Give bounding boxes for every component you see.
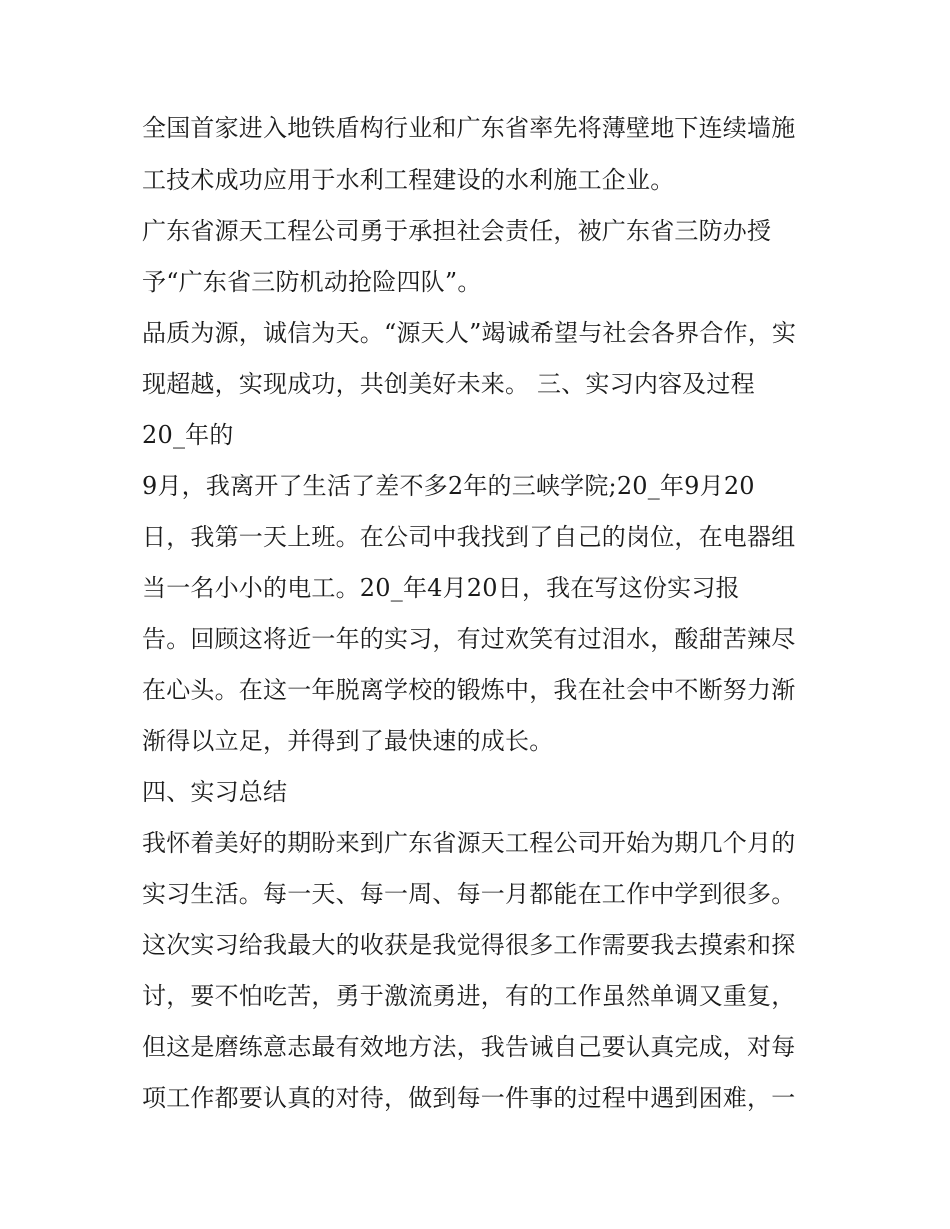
text-line: 当一名小小的电工。20_年4月20日，我在写这份实习报 xyxy=(142,574,740,602)
text-line: 项工作都要认真的对待，做到每一件事的过程中遇到困难，一 xyxy=(142,1084,796,1112)
text-line: 现超越，实现成功，共创美好未来。 三、实习内容及过程 xyxy=(142,370,755,398)
text-line: 日，我第一天上班。在公司中我找到了自己的岗位，在电器组 xyxy=(142,523,796,551)
text-line: 予“广东省三防机动抢险四队”。 xyxy=(142,268,482,296)
section-heading: 四、实习总结 xyxy=(142,778,288,806)
text-line: 品质为源，诚信为天。“源天人”竭诚希望与社会各界合作，实 xyxy=(142,319,797,347)
text-line: 全国首家进入地铁盾构行业和广东省率先将薄壁地下连续墙施 xyxy=(142,114,796,142)
text-line: 20_年的 xyxy=(142,421,234,449)
text-line: 但这是磨练意志最有效地方法，我告诫自己要认真完成，对每 xyxy=(142,1033,796,1061)
text-line: 9月，我离开了生活了差不多2年的三峡学院;20_年9月20 xyxy=(142,472,755,500)
text-line: 实习生活。每一天、每一周、每一月都能在工作中学到很多。 xyxy=(142,880,796,908)
text-line: 渐得以立足，并得到了最快速的成长。 xyxy=(142,727,554,755)
text-line: 这次实习给我最大的收获是我觉得很多工作需要我去摸索和探 xyxy=(142,931,796,959)
text-line: 广东省源天工程公司勇于承担社会责任，被广东省三防办授 xyxy=(142,217,772,245)
text-line: 工技术成功应用于水利工程建设的水利施工企业。 xyxy=(142,166,675,194)
text-line: 告。回顾这将近一年的实习，有过欢笑有过泪水，酸甜苦辣尽 xyxy=(142,625,796,653)
text-line: 我怀着美好的期盼来到广东省源天工程公司开始为期几个月的 xyxy=(142,829,796,857)
text-line: 在心头。在这一年脱离学校的锻炼中，我在社会中不断努力渐 xyxy=(142,676,796,704)
text-line: 讨，要不怕吃苦，勇于激流勇进，有的工作虽然单调又重复， xyxy=(142,982,796,1010)
